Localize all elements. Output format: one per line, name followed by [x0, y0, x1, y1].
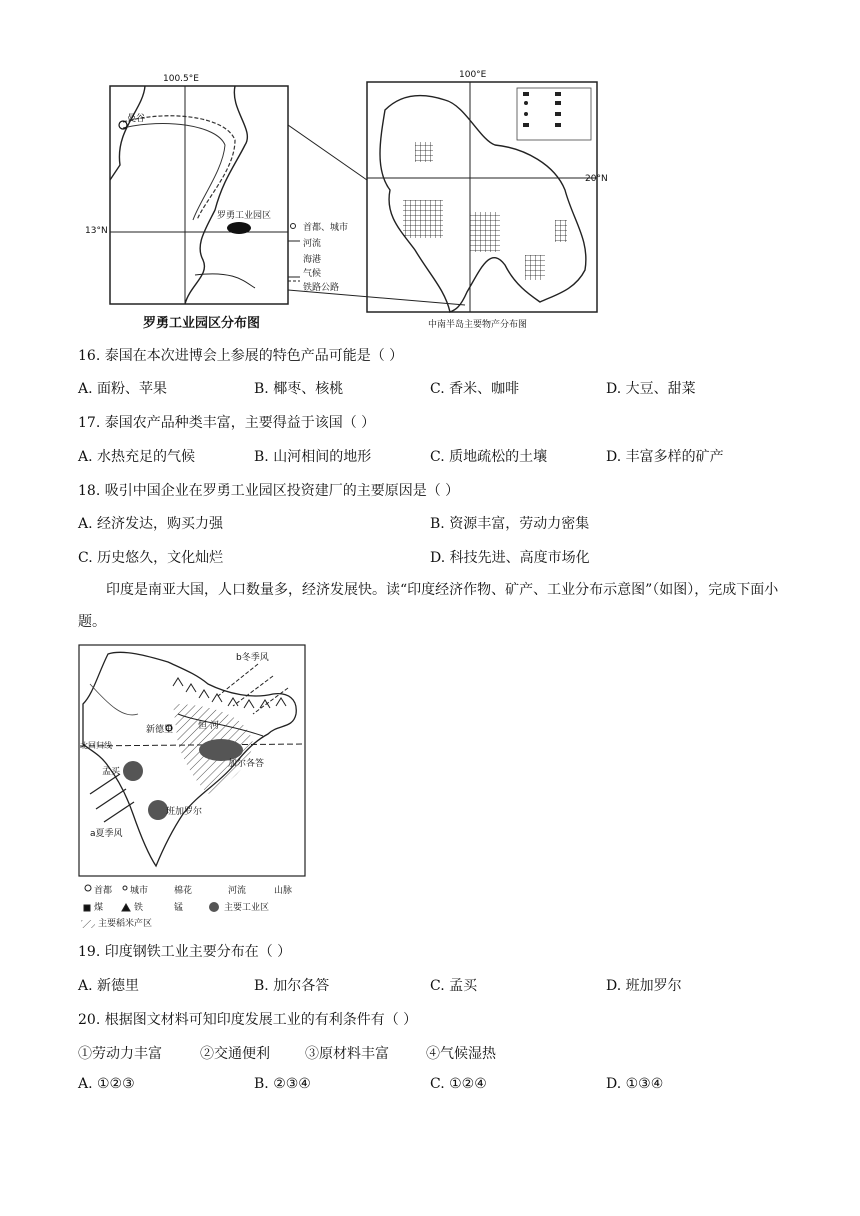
- right-map-latitude-label: 20°N: [585, 174, 608, 184]
- right-map-longitude-label: 100°E: [459, 70, 487, 80]
- q19-option-d[interactable]: D. 班加罗尔: [606, 978, 682, 994]
- q18-option-a[interactable]: A. 经济发达，购买力强: [78, 516, 224, 532]
- question-19-stem: 19. 印度钢铁工业主要分布在（ ）: [78, 944, 292, 960]
- india-intro-paragraph: [78, 574, 783, 638]
- q17-option-b[interactable]: B. 山河相间的地形: [254, 449, 372, 465]
- q20-condition-1: ①劳动力丰富: [78, 1046, 162, 1062]
- figure-india-map: [78, 644, 308, 934]
- winter-monsoon-label: b冬季风: [236, 653, 269, 663]
- mumbai-label: 孟买: [102, 767, 121, 777]
- left-map-park-label: 罗勇工业园区: [217, 211, 272, 221]
- left-map-legend-city: 首都、城市: [303, 223, 349, 233]
- left-map-legend: [288, 224, 300, 282]
- bangalore-label: 班加罗尔: [166, 807, 203, 817]
- question-17-stem: 17. 泰国农产品种类丰富，主要得益于该国（ ）: [78, 415, 376, 431]
- legend-cotton: 棉花: [174, 886, 193, 896]
- left-map-legend-climate: 气候: [303, 269, 322, 279]
- left-map-caption: 罗勇工业园区分布图: [143, 316, 261, 331]
- q16-option-b[interactable]: B. 椰枣、核桃: [254, 381, 344, 397]
- q19-option-c[interactable]: C. 孟买: [430, 978, 478, 994]
- q17-option-d[interactable]: D. 丰富多样的矿产: [606, 449, 724, 465]
- legend-iron: 铁: [134, 903, 144, 913]
- tropic-label: 北回归线: [80, 741, 112, 750]
- q19-option-a[interactable]: A. 新德里: [78, 978, 140, 994]
- right-map-caption: 中南半岛主要物产分布图: [428, 320, 528, 330]
- legend-coal: 煤: [94, 903, 104, 913]
- q17-option-c[interactable]: C. 质地疏松的土壤: [430, 449, 548, 465]
- legend-industrial-zone: 主要工业区: [224, 903, 270, 913]
- q20-option-c[interactable]: C. ①②④: [430, 1076, 487, 1092]
- left-map-legend-port: 海港: [303, 255, 322, 265]
- q20-option-d[interactable]: D. ①③④: [606, 1076, 664, 1092]
- new-delhi-label: 新德里: [146, 725, 174, 735]
- left-map-legend-river: 河流: [303, 239, 322, 249]
- left-map-city-label: 曼谷: [127, 114, 146, 124]
- legend-rice-region: 主要稻米产区: [98, 919, 153, 929]
- kolkata-label: 加尔各答: [228, 759, 265, 769]
- q20-option-a[interactable]: A. ①②③: [78, 1076, 135, 1092]
- q18-option-b[interactable]: B. 资源丰富，劳动力密集: [430, 516, 590, 532]
- q20-condition-4: ④气候湿热: [426, 1046, 496, 1062]
- q20-condition-2: ②交通便利: [200, 1046, 270, 1062]
- left-map-latitude-label: 13°N: [85, 226, 108, 236]
- legend-river: 河流: [228, 886, 247, 896]
- q18-option-d[interactable]: D. 科技先进、高度市场化: [430, 550, 590, 566]
- q16-option-d[interactable]: D. 大豆、甜菜: [606, 381, 696, 397]
- legend-manganese: 锰: [174, 903, 184, 913]
- q19-option-b[interactable]: B. 加尔各答: [254, 978, 330, 994]
- q18-option-c[interactable]: C. 历史悠久，文化灿烂: [78, 550, 224, 566]
- figure-southeast-asia-maps: [85, 70, 608, 332]
- ganges-label: 恒 河: [198, 721, 219, 731]
- q16-option-a[interactable]: A. 面粉、苹果: [78, 381, 168, 397]
- question-18-stem: 18. 吸引中国企业在罗勇工业园区投资建厂的主要原因是（ ）: [78, 483, 460, 499]
- q20-condition-3: ③原材料丰富: [305, 1046, 389, 1062]
- legend-city: 城市: [130, 886, 149, 896]
- q16-option-c[interactable]: C. 香米、咖啡: [430, 381, 520, 397]
- left-map-longitude-label: 100.5°E: [163, 74, 199, 84]
- question-16-stem: 16. 泰国在本次进博会上参展的特色产品可能是（ ）: [78, 348, 404, 364]
- summer-monsoon-label: a夏季风: [90, 829, 123, 839]
- legend-capital: 首都: [94, 886, 113, 896]
- q20-option-b[interactable]: B. ②③④: [254, 1076, 311, 1092]
- india-intro-text: 印度是南亚大国，人口数量多，经济发展快。读“印度经济作物、矿产、工业分布示意图”（如图），完成下面小题。: [78, 582, 779, 630]
- q17-option-a[interactable]: A. 水热充足的气候: [78, 449, 196, 465]
- map-svg: [85, 70, 605, 332]
- left-map-legend-roads: 铁路公路: [303, 283, 340, 293]
- legend-mountain: 山脉: [274, 886, 293, 896]
- question-20-stem: 20. 根据图文材料可知印度发展工业的有利条件有（ ）: [78, 1012, 418, 1028]
